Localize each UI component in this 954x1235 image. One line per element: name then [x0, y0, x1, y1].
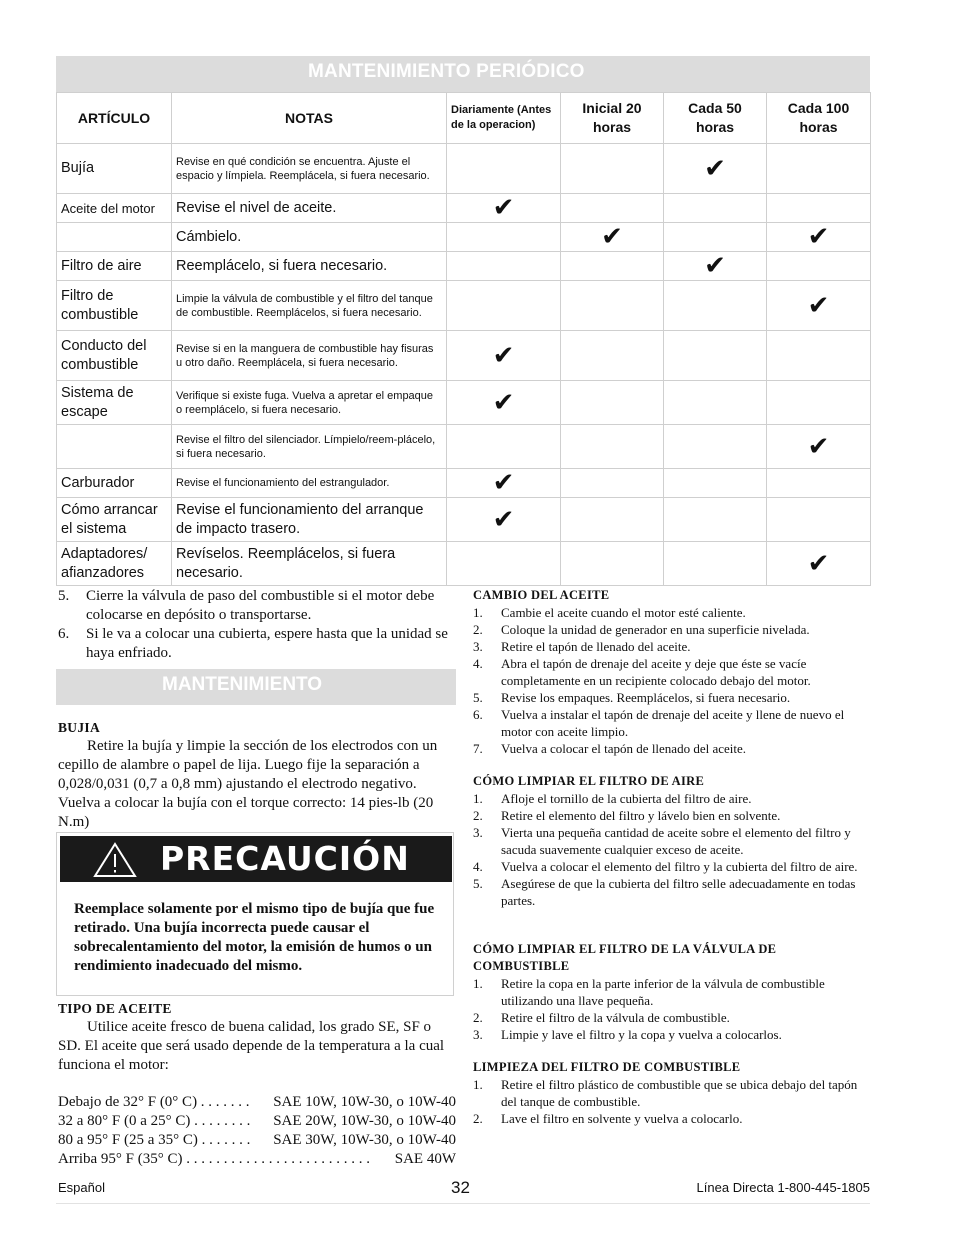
note-cell: Revíselos. Reemplácelos, si fuera necesario. — [172, 542, 447, 586]
check-cell — [447, 331, 561, 381]
check-cell — [664, 252, 767, 281]
table-header-row — [57, 93, 871, 144]
check-mark-icon: ✔ — [492, 468, 515, 498]
list-item: 1. Afloje el tornillo de la cubierta del filtro de aire. — [473, 791, 752, 806]
note-cell: Revise el funcionamiento del arranque de impacto trasero. — [172, 498, 447, 542]
check-mark-icon: ✔ — [601, 222, 623, 252]
list-item: 3. Vierta una pequeña cantidad de aceite sobre el elemento del filtro y sacuda suavemente cualquier exceso de aceite. — [473, 825, 851, 857]
check-cell — [767, 331, 871, 381]
check-cell — [664, 281, 767, 331]
oil-row: Arriba 95° F (35° C) . . . . . . . . . . . . . . . . . . . . . . . . . SAE 40W — [58, 1151, 456, 1167]
check-cell — [767, 498, 871, 542]
item-cell — [57, 223, 172, 252]
note-cell: Revise en qué condición se encuentra. Ajuste el espacio y límpiela. Reemplácela, si fuera necesario. — [172, 144, 447, 194]
header-daily: Diariamente (Antes de la operacion) — [447, 93, 561, 144]
check-cell — [447, 542, 561, 586]
list-item: 4. Abra el tapón de drenaje del aceite y deje que éste se vacíe completamente en un recipiente colocado debajo del motor. — [473, 656, 811, 688]
note-cell: Revise si en la manguera de combustible hay fisuras u otro daño. Reemplácela, si fuera necesario. — [172, 331, 447, 381]
note-cell: Reemplácelo, si fuera necesario. — [172, 252, 447, 281]
check-cell — [447, 498, 561, 542]
air-filter-section — [473, 773, 873, 909]
list-item: 1. Cambie el aceite cuando el motor esté caliente. — [473, 605, 746, 620]
periodic-maintenance-title: MANTENIMIENTO PERIÓDICO — [56, 56, 870, 92]
oil-change-section — [473, 587, 873, 757]
table-row — [57, 194, 871, 223]
check-cell — [767, 281, 871, 331]
check-cell — [447, 252, 561, 281]
list-item: 5. Cierre la válvula de paso del combustible si el motor debe colocarse en depósito o transportarse. — [58, 588, 435, 623]
item-cell: Bujía — [57, 144, 172, 194]
footer-hotline: Línea Directa 1-800-445-1805 — [696, 1180, 870, 1195]
check-cell — [447, 469, 561, 498]
table-row — [57, 223, 871, 252]
check-cell — [561, 252, 664, 281]
table-row — [57, 331, 871, 381]
table-row — [57, 425, 871, 469]
oil-row: Debajo de 32° F (0° C) . . . . . . . SAE 10W, 10W-30, o 10W-40 — [58, 1094, 456, 1110]
item-cell: Filtro de aire — [57, 252, 172, 281]
table-row — [57, 252, 871, 281]
check-cell — [664, 194, 767, 223]
list-item: 1. Retire el filtro plástico de combustible que se ubica debajo del tapón del tanque de combustible. — [473, 1077, 858, 1109]
check-cell — [767, 252, 871, 281]
warning-triangle-icon — [93, 842, 137, 878]
check-cell — [561, 425, 664, 469]
check-mark-icon: ✔ — [704, 153, 726, 184]
caution-box — [56, 832, 454, 996]
maintenance-table — [56, 92, 871, 586]
item-cell: Carburador — [57, 469, 172, 498]
check-mark-icon: ✔ — [807, 548, 830, 579]
header-item: ARTÍCULO — [57, 93, 172, 144]
oil-temperature-table — [58, 1093, 456, 1169]
footer-divider — [56, 1203, 870, 1204]
list-item: 5. Asegúrese de que la cubierta del filtro selle adecuadamente en todas partes. — [473, 876, 856, 908]
fuel-filter-steps — [473, 1076, 873, 1127]
header-every-50: Cada 50 horas — [664, 93, 767, 144]
item-cell: Filtro de combustible — [57, 281, 172, 331]
check-cell — [767, 194, 871, 223]
oil-type-heading: TIPO DE ACEITE — [58, 1001, 172, 1016]
oil-change-steps — [473, 604, 873, 757]
list-item: 6. Vuelva a instalar el tapón de drenaje del aceite y llene de nuevo el motor con aceite limpio. — [473, 707, 845, 739]
table-row — [57, 498, 871, 542]
check-cell — [767, 223, 871, 252]
air-filter-heading: CÓMO LIMPIAR EL FILTRO DE AIRE — [473, 774, 705, 788]
list-item: 2. Retire el filtro de la válvula de combustible. — [473, 1010, 730, 1025]
list-item: 1. Retire la copa en la parte inferior de la válvula de combustible utilizando una llave pequeña. — [473, 976, 825, 1008]
check-cell — [664, 425, 767, 469]
list-item: 7. Vuelva a colocar el tapón de llenado del aceite. — [473, 741, 747, 756]
check-cell — [664, 498, 767, 542]
check-cell — [447, 144, 561, 194]
page-number: 32 — [451, 1178, 470, 1197]
check-cell — [561, 542, 664, 586]
item-cell: Cómo arrancar el sistema — [57, 498, 172, 542]
storage-steps — [58, 587, 456, 663]
item-cell: Conducto del combustible — [57, 331, 172, 381]
check-cell — [664, 469, 767, 498]
table-row — [57, 144, 871, 194]
list-item: 3. Retire el tapón de llenado del aceite. — [473, 639, 691, 654]
list-item: 3. Limpie y lave el filtro y la copa y vuelva a colocarlos. — [473, 1027, 782, 1042]
oil-row: 80 a 95° F (25 a 35° C) . . . . . . . SAE 30W, 10W-30, o 10W-40 — [58, 1132, 456, 1148]
check-cell — [447, 223, 561, 252]
check-cell — [447, 194, 561, 223]
table-row — [57, 281, 871, 331]
list-item: 2. Coloque la unidad de generador en una superficie nivelada. — [473, 622, 810, 637]
check-mark-icon: ✔ — [704, 251, 726, 281]
air-filter-steps — [473, 790, 873, 909]
check-cell — [767, 425, 871, 469]
check-cell — [447, 425, 561, 469]
check-cell — [561, 144, 664, 194]
oil-type-section — [58, 999, 456, 1075]
check-mark-icon: ✔ — [492, 387, 515, 418]
check-cell — [561, 194, 664, 223]
check-cell — [447, 281, 561, 331]
header-notes: NOTAS — [172, 93, 447, 144]
check-cell — [767, 542, 871, 586]
item-cell: Adaptadores/ afianzadores — [57, 542, 172, 586]
check-cell — [767, 144, 871, 194]
header-initial: Inicial 20 horas — [561, 93, 664, 144]
check-cell — [561, 498, 664, 542]
note-cell: Revise el filtro del silenciador. Límpielo/reem-plácelo, si fuera necesario. — [172, 425, 447, 469]
footer-language: Español — [58, 1180, 105, 1195]
check-cell — [664, 542, 767, 586]
item-cell — [57, 425, 172, 469]
caution-word: PRECAUCIÓN — [160, 839, 410, 878]
oil-change-heading: CAMBIO DEL ACEITE — [473, 588, 610, 602]
check-cell — [767, 381, 871, 425]
header-every-100: Cada 100 horas — [767, 93, 871, 144]
note-cell: Revise el funcionamiento del estrangulador. — [172, 469, 447, 498]
fuel-valve-heading: CÓMO LIMPIAR EL FILTRO DE LA VÁLVULA DE COMBUSTIBLE — [473, 942, 777, 973]
list-item: 4. Vuelva a colocar el elemento del filtro y la cubierta del filtro de aire. — [473, 859, 858, 874]
check-cell — [561, 223, 664, 252]
check-mark-icon: ✔ — [807, 290, 830, 321]
check-mark-icon: ✔ — [492, 193, 515, 223]
fuel-filter-section — [473, 1059, 873, 1127]
check-cell — [664, 144, 767, 194]
fuel-valve-section — [473, 941, 873, 1043]
check-cell — [447, 381, 561, 425]
note-cell: Limpie la válvula de combustible y el filtro del tanque de combustible. Reemplácelos, si fuera necesario. — [172, 281, 447, 331]
table-row — [57, 469, 871, 498]
note-cell: Cámbielo. — [172, 223, 447, 252]
check-cell — [767, 469, 871, 498]
check-cell — [561, 281, 664, 331]
check-cell — [561, 331, 664, 381]
table-row — [57, 381, 871, 425]
note-cell: Verifique si existe fuga. Vuelva a apretar el empaque o reemplácelo, si fuera necesario. — [172, 381, 447, 425]
note-cell: Revise el nivel de aceite. — [172, 194, 447, 223]
check-mark-icon: ✔ — [807, 222, 830, 252]
spark-plug-text: Retire la bujía y limpie la sección de los electrodos con un cepillo de alambre o papel de lija. Luego fije la separación a 0,028/0,031 (0,7 a 0,8 mm) ajustando el electrodo negativo. Vuelva a colocar la bujía con el torque correcto: 14 pies-lb (20 N.m) — [58, 738, 438, 830]
fuel-filter-heading: LIMPIEZA DEL FILTRO DE COMBUSTIBLE — [473, 1060, 741, 1074]
caution-text: Reemplace solamente por el mismo tipo de bujía que fue retirado. Una bujía incorrecta puede causar el sobrecalentamiento del motor, la emisión de humos o un rendimiento inadecuado del mismo. — [74, 901, 435, 974]
check-cell — [664, 331, 767, 381]
maintenance-section-title: MANTENIMIENTO — [56, 669, 456, 705]
list-item: 6. Si le va a colocar una cubierta, espere hasta que la unidad se haya enfriado. — [58, 626, 448, 661]
list-item: 2. Retire el elemento del filtro y lávelo bien en solvente. — [473, 808, 781, 823]
check-cell — [664, 381, 767, 425]
check-cell — [561, 469, 664, 498]
item-cell: Sistema de escape — [57, 381, 172, 425]
item-cell: Aceite del motor — [57, 194, 172, 223]
oil-type-text: Utilice aceite fresco de buena calidad, los grado SE, SF o SD. El aceite que será usado depende de la temperatura a la cual funciona el motor: — [58, 1019, 445, 1073]
list-item: 5. Revise los empaques. Reemplácelos, si fuera necesario. — [473, 690, 791, 705]
spark-plug-heading: BUJIA — [58, 720, 101, 735]
oil-row: 32 a 80° F (0 a 25° C) . . . . . . . . SAE 20W, 10W-30, o 10W-40 — [58, 1113, 456, 1129]
check-cell — [561, 381, 664, 425]
check-cell — [664, 223, 767, 252]
check-mark-icon: ✔ — [492, 504, 515, 535]
caution-header — [60, 836, 452, 882]
check-mark-icon: ✔ — [492, 340, 515, 371]
spark-plug-section — [58, 718, 456, 832]
fuel-valve-steps — [473, 975, 873, 1043]
check-mark-icon: ✔ — [807, 431, 830, 462]
table-row — [57, 542, 871, 586]
list-item: 2. Lave el filtro en solvente y vuelva a colocarlo. — [473, 1111, 743, 1126]
